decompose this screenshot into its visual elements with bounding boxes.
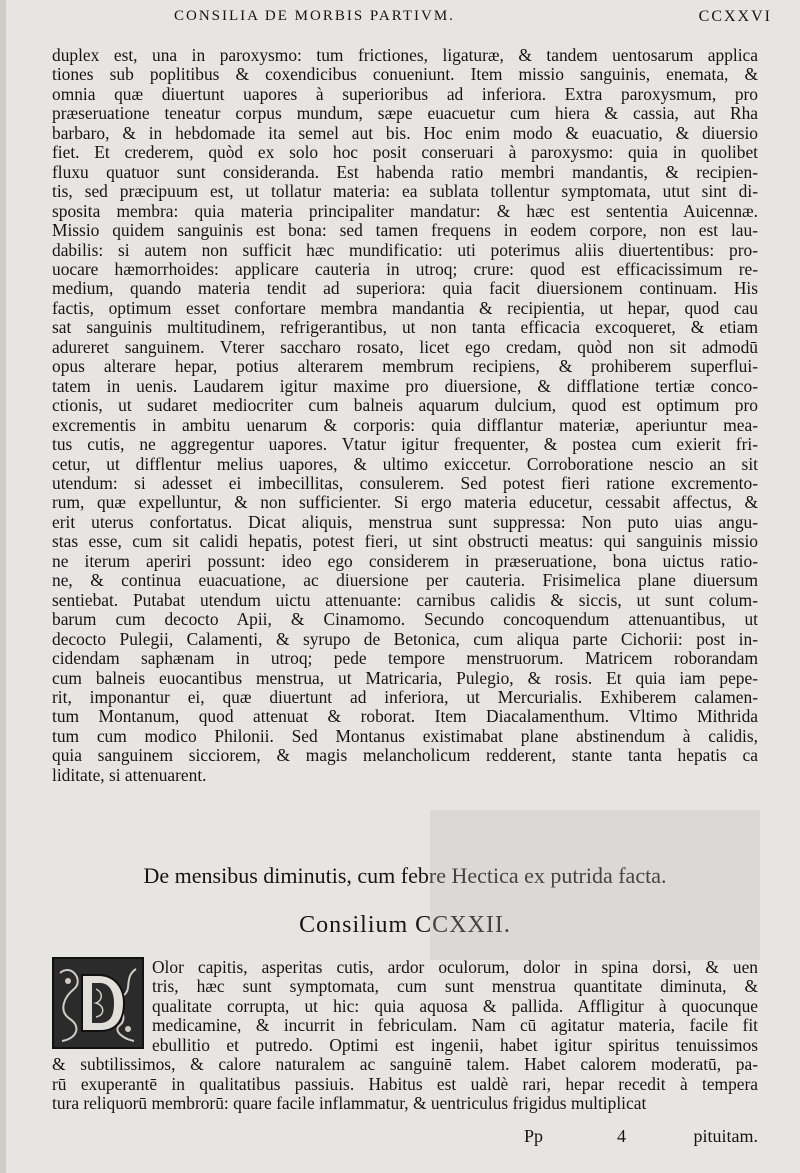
text-line: medicamine, & incurrit in febriculam. Nam cū agitatur materia, facile fit (152, 1015, 758, 1036)
text-line: sposita membra: quia materia principaliter mandatur: & hæc est sententia Auicennæ. (52, 200, 758, 221)
text-line: Olor capitis, asperitas cutis, ardor oculorum, dolor in spina dorsi, & uen (152, 957, 758, 977)
text-line: decocto Pulegii, Calamenti, & syrupo de Betonica, cum aliqua parte Cichorii: post in- (52, 628, 758, 649)
text-line: Missio quidem sanguinis est bona: sed tamen frequens in eodem corpore, non est lau- (52, 220, 758, 241)
text-line: uocare hæmorrhoides: applicare cauteria in utroq; crure: quod est efficacissimum re- (52, 258, 758, 279)
page-footer (52, 1126, 758, 1150)
text-line: tura reliquorū membrorū: quare facile inflammatur, & uentriculus frigidus multiplicat (52, 1093, 647, 1114)
text-line: quia sanguinem sicciorem, & magis melancholicum redderent, stante tanta hepatis ca (52, 745, 758, 766)
text-line: factis, optimum esset confortare membra mandantia & recipientia, ut hepar, quod cau (52, 297, 758, 318)
text-line: tum cum modico Philonii. Sed Montanus existimabat plane abstinendum à calidis, (52, 725, 758, 746)
catchword: pituitam. (693, 1126, 758, 1146)
signature-number: 4 (617, 1126, 626, 1146)
text-line: opus alterare hepar, potius alterarem membrum recipiens, & prohiberem superflui- (52, 356, 758, 377)
text-line: rū exuperantē in qualitatibus passiuis. Habitus est ualdè rari, hepar recedit à tempera (52, 1073, 758, 1094)
text-line: omnia quæ diuertunt uapores à superioribus ad inferiora. Extra paroxysmum, pro (52, 83, 758, 104)
text-line: tris, hæc sunt symptomata, cum sunt menstrua quantitate diminuta, & (152, 976, 758, 997)
text-line: cum balneis euocantibus menstrua, ut Matricaria, Pulegio, & rosis. Et quia iam pepe- (52, 667, 758, 688)
text-line: tiones sub poplitibus & coxendicibus conueniunt. Item missio sanguinis, enemata, & (52, 64, 758, 85)
text-line: dabilis: si autem non sufficit hæc mundificatio: uti poterimus aliis diuertentibus: pro- (52, 239, 758, 260)
consilium-paragraph (52, 958, 758, 1114)
text-line: fluxu quatuor sunt consideranda. Est habenda ratio membri mandantis, & recipien- (52, 161, 758, 182)
text-line: præseruatione teneatur corpus mundum, sæpe euacuetur cum hiera & cassia, aut Rha (52, 103, 758, 124)
section-heading: De mensibus diminutis, cum febre Hectica ex putrida facta. (143, 863, 667, 888)
text-line: ebullitio et putredo. Optimi est ingenii, habet igitur spiritus tenuissimos (152, 1034, 758, 1055)
text-line: excrementis in ambitu uenarum & corporis: quia difflantur materiæ, aperiuntur mea- (52, 414, 758, 435)
text-line: tus cutis, ne aggregentur uapores. Vtatur igitur frequenter, & postea cum exierit fri- (52, 434, 758, 455)
text-line: rit, imponantur ei, quæ diuertunt ad inferiora, ut Mercurialis. Exhiberem calamen- (52, 686, 758, 707)
text-line: duplex est, una in paroxysmo: tum frictiones, ligaturæ, & tandem uentosarum applica (52, 45, 758, 65)
body-paragraph (52, 46, 758, 785)
text-line: cetur, ut difflentur melius uapores, & ultimo exiccetur. Corroboratione nescio an sit (52, 453, 758, 474)
text-line: adureret sanguinem. Vterer saccharo rosato, licet ego credam, quòd non sit admodū (52, 336, 758, 357)
text-line: tatem in uenis. Laudarem igitur maxime pro diuersione, & difflatione tertiæ conco- (52, 375, 758, 396)
text-line: tis, sed præcipuum est, ut tollatur materia: ea sublata tollentur symptomata, utut sint di- (52, 181, 758, 202)
text-line: barbaro, & in hebdomade ita semel aut bis. Hoc enim modo & euacuatio, & diuersio (52, 122, 758, 143)
consilium-title: Consilium CCXXII. (299, 912, 511, 938)
text-line: liditate, si attenuarent. (52, 764, 207, 785)
text-line: tum Montanum, quod attenuat & roborat. Item Diacalamenthum. Vltimo Mithrida (52, 706, 758, 727)
text-line: ne iterum aperiri possunt: ideo ego considerem in præseruatione, bona uictus ratio- (52, 550, 758, 571)
text-line: erit uterus confortatus. Dicat aliquis, menstrua sunt suppressa: Non puto uias angu- (52, 511, 758, 532)
text-line: qualitate corrupta, ut hic: quia aquosa & pallida. Affligitur à quocunque (152, 995, 758, 1016)
text-line: sentiebat. Putabat utendum uictu attenuante: carnibus calidis & siccis, ut sunt colum- (52, 589, 758, 610)
text-line: fiet. Et crederem, quòd ex solo hoc posit conseruari à paroxysmo: quia in quolibet (52, 142, 758, 163)
text-line: ctionis, ut sudaret mediocriter cum balneis aquarum dulcium, quod est optimum pro (52, 395, 758, 416)
running-head (150, 6, 772, 30)
text-line: & subtilissimos, & calore naturalem ac sanguinē talem. Habet calorem moderatū, pa- (52, 1054, 758, 1075)
running-head-title: CONSILIA DE MORBIS PARTIVM. (174, 8, 455, 24)
text-line: rum, quæ expelluntur, & non sufficienter. Si ergo materia educetur, cessabit affectus, & (52, 492, 758, 513)
folio-number: CCXXVI (698, 8, 772, 25)
text-line: stas esse, cum sit calidi hepatis, potest fieri, ut sint obstructi meatus: qui sanguinis missio (52, 531, 758, 552)
signature-mark: Pp (524, 1126, 544, 1146)
text-line: utendum: si adesset ei imbecillitas, consulerem. Sed potest fieri ratione excremento- (52, 472, 758, 493)
text-line: barum cum decocto Apii, & Cinamomo. Secundo concoquendum attenuantibus, ut (52, 609, 758, 630)
text-line: cidendam saphænam in utroq; pede tempore menstruorum. Matricem roborandam (52, 648, 758, 669)
text-line: medium, quando materia tendit ad superiora: quia facit diuersionem continuam. His (52, 278, 758, 299)
text-line: sat sanguinis multitudinem, refrigerantibus, ut non tanta efficacia excoqueret, & etiam (52, 317, 758, 338)
text-line: ne, & continua euacuatione, ac diuersione per cauteria. Frisimelica plane diuersum (52, 570, 758, 591)
